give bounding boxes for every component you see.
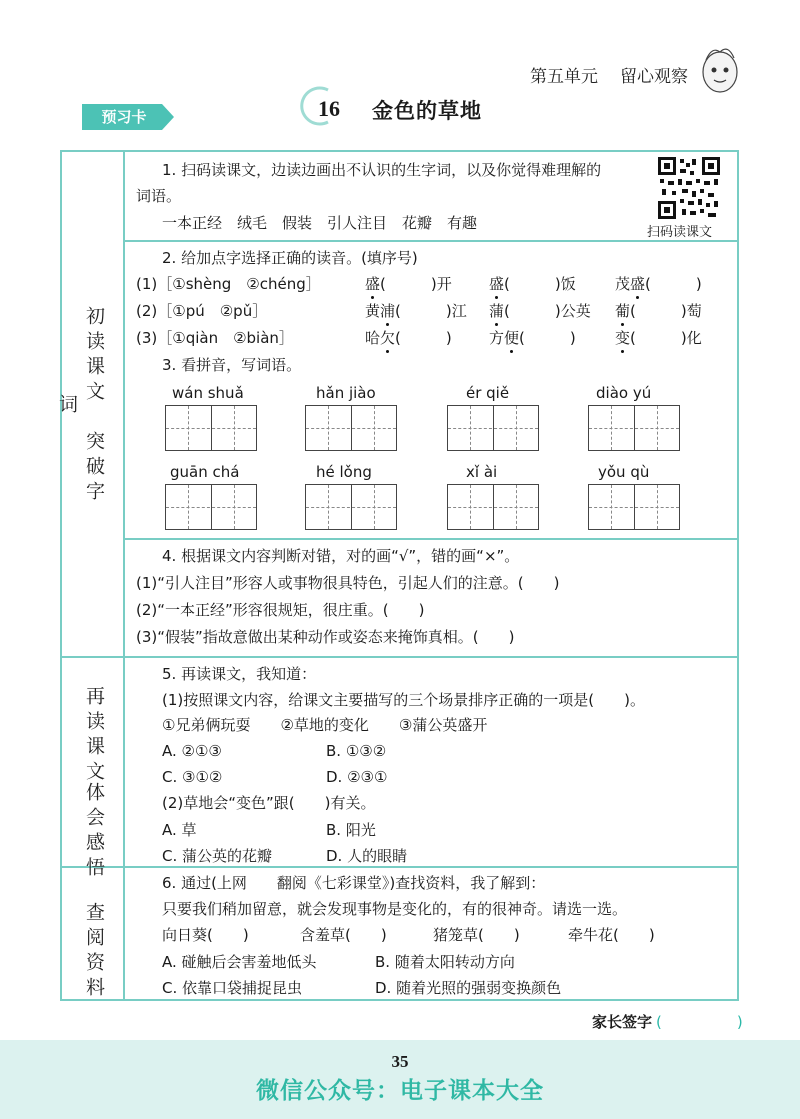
writing-grid[interactable]	[305, 405, 397, 451]
section-label-2b: 体会感悟	[83, 782, 105, 882]
page-number: 35	[391, 1052, 409, 1071]
q1-words: 一本正经 绒毛 假装 引人注目 花瓣 有趣	[162, 214, 478, 232]
pinyin-label: hé lǒng	[316, 463, 372, 481]
signature-label: 家长签字	[592, 1013, 653, 1031]
q5-option-a2: A. 草	[162, 821, 197, 839]
q5-option-d2: D. 人的眼睛	[326, 847, 408, 865]
section-label-3: 查阅资料	[83, 902, 105, 1002]
emphasis-dot	[621, 323, 624, 326]
q5-title: 5. 再读课文，我知道：	[162, 665, 317, 683]
emphasis-dot	[495, 296, 498, 299]
q5-scenes: ①兄弟俩玩耍 ②草地的变化 ③蒲公英盛开	[162, 716, 488, 734]
section-divider-1	[60, 656, 739, 658]
q4-item: (1)“引人注目”形容人或事物很具特色，引起人们的注意。( )	[136, 574, 560, 592]
q5-option-a1: A. ②①③	[162, 742, 222, 760]
q3-title: 3. 看拼音，写词语。	[162, 356, 302, 374]
writing-grid[interactable]	[588, 484, 680, 530]
emphasis-dot	[386, 350, 389, 353]
q6-intro: 只要我们稍加留意，就会发现事物是变化的，有的很神奇。请选一选。	[162, 900, 628, 918]
preview-card-label: 预习卡	[101, 108, 147, 126]
q1-text-line2: 词语。	[136, 187, 182, 205]
q6-option-c: C. 依靠口袋捕捉昆虫	[162, 979, 303, 997]
writing-grid[interactable]	[165, 484, 257, 530]
q4-item: (2)“一本正经”形容很规矩，很庄重。( )	[136, 601, 425, 619]
qr-label: 扫码读课文	[647, 225, 713, 240]
lesson-number: 16	[318, 96, 340, 121]
emphasis-dot	[510, 350, 513, 353]
q5-sub1: (1)按照课文内容，给课文主要描写的三个场景排序正确的一项是( )。	[162, 691, 645, 709]
q2-row1-c: 茂盛( )	[615, 275, 702, 293]
row-divider-q1	[123, 240, 739, 242]
q2-row1-a: 盛( )开	[365, 275, 452, 293]
q5-option-c2: C. 蒲公英的花瓣	[162, 847, 273, 865]
parent-signature[interactable]	[592, 1011, 743, 1032]
mascot-icon	[698, 42, 742, 96]
q4-item: (3)“假装”指故意做出某种动作或姿态来掩饰真相。( )	[136, 628, 515, 646]
emphasis-dot	[495, 323, 498, 326]
q6-option-d: D. 随着光照的强弱变换颜色	[375, 979, 562, 997]
row-divider-q3	[123, 538, 739, 540]
unit-label	[530, 62, 688, 87]
q6-title: 6. 通过(上网 翻阅《七彩课堂》)查找资料，我了解到：	[162, 874, 546, 892]
q2-row3-b: 方便( )	[489, 329, 576, 347]
unit-name: 第五单元	[530, 67, 598, 87]
q5-option-d1: D. ②③①	[326, 768, 388, 786]
emphasis-dot	[636, 296, 639, 299]
emphasis-dot	[371, 296, 374, 299]
q5-option-b2: B. 阳光	[326, 821, 376, 839]
q5-option-c1: C. ③①②	[162, 768, 223, 786]
q6-option-a: A. 碰触后会害羞地低头	[162, 953, 317, 971]
q6-plant: 向日葵( )	[162, 926, 249, 944]
q2-row2-a: 黄浦( )江	[365, 302, 467, 320]
pinyin-label: ér qiě	[466, 384, 510, 402]
emphasis-dot	[386, 323, 389, 326]
watermark-text: 微信公众号：电子课本大全	[256, 1078, 544, 1104]
pinyin-label: yǒu qù	[598, 463, 650, 481]
q5-sub2: (2)草地会“变色”跟( )有关。	[162, 794, 376, 812]
q1-text-line1: 1. 扫码读课文，边读边画出不认识的生字词，以及你觉得难理解的	[162, 161, 602, 179]
writing-grid[interactable]	[165, 405, 257, 451]
q6-plant: 含羞草( )	[300, 926, 387, 944]
signature-field[interactable]: ( )	[656, 1013, 743, 1031]
pinyin-label: diào yú	[596, 384, 652, 402]
q4-title: 4. 根据课文内容判断对错，对的画“√”，错的画“×”。	[162, 547, 520, 565]
q6-option-b: B. 随着太阳转动方向	[375, 953, 515, 971]
section-divider-2	[60, 866, 739, 868]
pinyin-label: wán shuǎ	[172, 384, 244, 402]
q2-row3-c: 变( )化	[615, 329, 702, 347]
writing-grid[interactable]	[305, 484, 397, 530]
q2-row1-b: 盛( )饭	[489, 275, 576, 293]
q6-plant: 猪笼草( )	[433, 926, 520, 944]
writing-grid[interactable]	[447, 405, 539, 451]
pinyin-label: xǐ ài	[466, 463, 498, 481]
q2-row2-c: 葡( )萄	[615, 302, 702, 320]
emphasis-dot	[621, 350, 624, 353]
q2-row3-options: (3)［①qiàn ②biàn］	[136, 329, 294, 347]
column-divider	[123, 150, 125, 1001]
section-label-2a: 再读课文	[83, 686, 105, 786]
pinyin-label: hǎn jiào	[316, 384, 376, 402]
q2-row2-b: 蒲( )公英	[489, 302, 591, 320]
writing-grid[interactable]	[588, 405, 680, 451]
q2-row3-a: 哈欠( )	[365, 329, 452, 347]
qr-code-icon[interactable]	[656, 155, 722, 221]
writing-grid[interactable]	[447, 484, 539, 530]
section-label-1: 初读课文 突破字词	[56, 306, 105, 506]
q2-title: 2. 给加点字选择正确的读音。(填序号)	[162, 249, 418, 267]
unit-theme: 留心观察	[620, 67, 688, 87]
q6-plant: 牵牛花( )	[568, 926, 655, 944]
q2-row2-options: (2)［①pú ②pǔ］	[136, 302, 268, 320]
pinyin-label: guān chá	[170, 463, 240, 481]
q5-option-b1: B. ①③②	[326, 742, 387, 760]
q2-row1-options: (1)［①shèng ②chéng］	[136, 275, 321, 293]
lesson-title: 金色的草地	[372, 99, 482, 123]
